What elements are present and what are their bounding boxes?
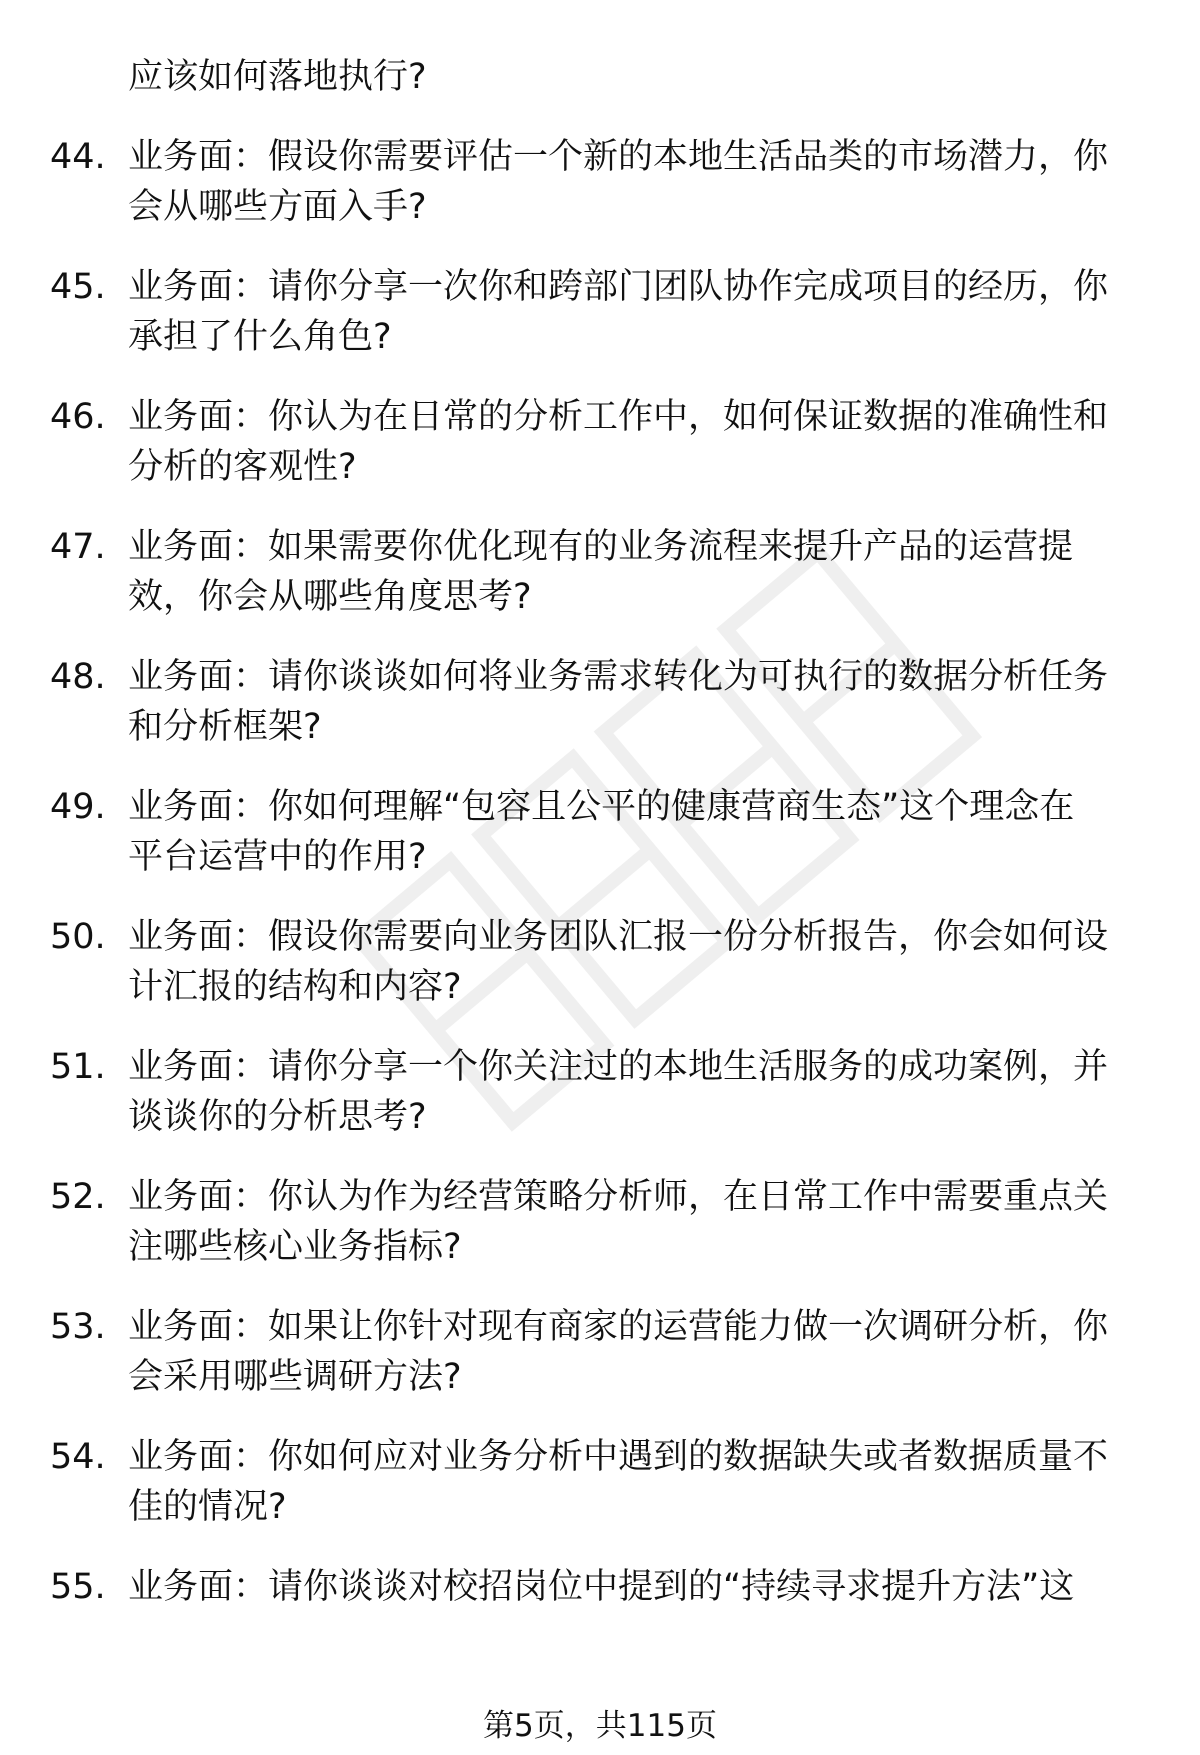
question-text-line: 承担了什么角色? [128, 317, 392, 357]
question-text-line: 佳的情况? [128, 1487, 287, 1527]
question-item [50, 1042, 1150, 1142]
question-text-line: 业务面：请你分享一个你关注过的本地生活服务的成功案例，并 [128, 1047, 1109, 1087]
question-item [50, 1302, 1150, 1402]
question-number: 45. [50, 267, 106, 307]
question-number: 53. [50, 1307, 106, 1347]
question-text-line: 分析的客观性? [128, 447, 357, 487]
question-item [50, 132, 1150, 232]
question-text-line: 业务面：请你谈谈对校招岗位中提到的“持续寻求提升方法”这 [128, 1567, 1075, 1607]
question-text-line: 业务面：你如何理解“包容且公平的健康营商生态”这个理念在 [128, 787, 1075, 827]
question-item [50, 1432, 1150, 1532]
question-text-line: 谈谈你的分析思考? [128, 1097, 427, 1137]
question-number: 54. [50, 1437, 106, 1477]
question-number: 44. [50, 137, 106, 177]
question-text-line: 业务面：假设你需要向业务团队汇报一份分析报告，你会如何设 [128, 917, 1109, 957]
question-number: 48. [50, 657, 106, 697]
question-text-line: 效，你会从哪些角度思考? [128, 577, 532, 617]
question-item [50, 392, 1150, 492]
question-text-line: 业务面：请你分享一次你和跨部门团队协作完成项目的经历，你 [128, 267, 1109, 307]
question-item [50, 912, 1150, 1012]
question-text-line: 业务面：你如何应对业务分析中遇到的数据缺失或者数据质量不 [128, 1437, 1109, 1477]
question-text-line: 会从哪些方面入手? [128, 187, 427, 227]
question-text-line: 和分析框架? [128, 707, 322, 747]
question-number: 52. [50, 1177, 106, 1217]
question-text-line: 业务面：请你谈谈如何将业务需求转化为可执行的数据分析任务 [128, 657, 1109, 697]
question-text-line: 业务面：如果让你针对现有商家的运营能力做一次调研分析，你 [128, 1307, 1109, 1347]
question-item [50, 1172, 1150, 1272]
question-number: 50. [50, 917, 106, 957]
question-number: 49. [50, 787, 106, 827]
question-item [50, 522, 1150, 622]
question-text-line: 平台运营中的作用? [128, 837, 427, 877]
question-text-line: 业务面：你认为在日常的分析工作中，如何保证数据的准确性和 [128, 397, 1109, 437]
question-number: 46. [50, 397, 106, 437]
question-text-line: 业务面：你认为作为经营策略分析师，在日常工作中需要重点关 [128, 1177, 1109, 1217]
question-item [50, 262, 1150, 362]
page-footer: 第5页，共115页 [483, 1708, 717, 1744]
question-number: 47. [50, 527, 106, 567]
question-number: 55. [50, 1567, 106, 1607]
question-text-line: 计汇报的结构和内容? [128, 967, 462, 1007]
question-text-line: 注哪些核心业务指标? [128, 1227, 462, 1267]
continuation-text: 应该如何落地执行? [128, 57, 427, 97]
question-item [50, 652, 1150, 752]
document-body [50, 52, 1150, 1612]
question-number: 51. [50, 1047, 106, 1087]
question-text-line: 业务面：假设你需要评估一个新的本地生活品类的市场潜力，你 [128, 137, 1109, 177]
question-item [50, 782, 1150, 882]
question-text-line: 会采用哪些调研方法? [128, 1357, 462, 1397]
question-text-line: 业务面：如果需要你优化现有的业务流程来提升产品的运营提 [128, 527, 1074, 567]
question-item [50, 1562, 1150, 1612]
